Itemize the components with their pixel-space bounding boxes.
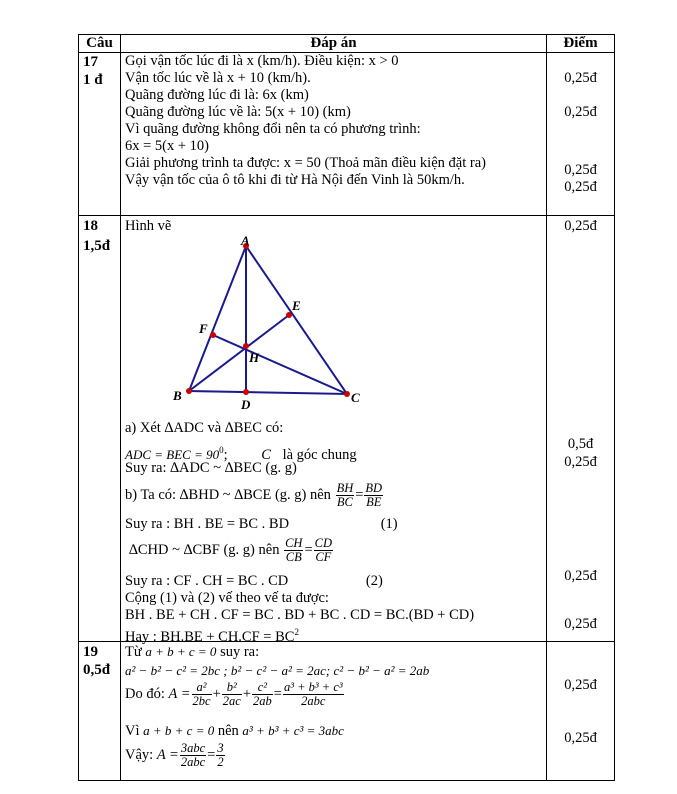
- frac-ch-cb: $\frac{CH}{CB}$: [285, 536, 303, 564]
- q17-line: Quãng đường lúc về là: 5(x + 10) (km): [125, 104, 351, 120]
- common-angle: C: [261, 446, 271, 463]
- q17-line: Quãng đường lúc đi là: 6x (km): [125, 87, 309, 103]
- frac-cubes-2abc: $\frac{\text{a³ + b³ + c³}}{\text{2abc}}$: [283, 680, 343, 708]
- part-a-result: Suy ra: ∆ADC ~ ∆BEC (g. g): [125, 460, 297, 476]
- question-18-answer: [121, 216, 547, 645]
- question-17-total: 1 đ: [83, 72, 103, 88]
- tag-1: (1): [380, 516, 398, 532]
- question-18-total: 1,5đ: [83, 238, 111, 254]
- part-a-line1: a) Xét ∆ADC và ∆BEC có:: [125, 420, 284, 436]
- header-question: Câu: [79, 35, 121, 53]
- label-a: A: [241, 233, 250, 248]
- row-question-19: [79, 642, 615, 781]
- row-question-18: [79, 216, 615, 642]
- q17-line: Vậy vận tốc của ô tô khi đi từ Hà Nội đến Vinh là 50km/h.: [125, 172, 465, 188]
- question-19-id: [79, 642, 121, 781]
- label-e: E: [292, 298, 301, 313]
- q19-line1: Từ a + b + c = 0 suy ra:: [125, 644, 260, 660]
- q17-line: Vì quãng đường không đổi nên ta có phương trình:: [125, 121, 421, 137]
- triangle-figure: [125, 233, 360, 420]
- row-question-17: [79, 53, 615, 216]
- frac-bh-bc: $\frac{BH}{BC}$: [336, 481, 354, 509]
- part-b-prefix: b) Ta có: ∆BHD ~ ∆BCE (g. g) nên: [125, 486, 331, 503]
- question-19-points: [547, 642, 615, 781]
- angles-eq: ADC = BEC = 90: [125, 446, 220, 462]
- part-a-angles: [125, 441, 546, 463]
- header-points: Điểm: [547, 35, 615, 53]
- frac-3abc-2abc: $\frac{\text{3abc}}{\text{2abc}}$: [180, 741, 206, 769]
- final-exp: 2: [294, 627, 299, 637]
- label-d: D: [241, 397, 251, 412]
- frac-a2-2bc: $\frac{\text{a²}}{2bc}$: [192, 680, 211, 708]
- tag-2: (2): [365, 573, 383, 589]
- figure-title: Hình vẽ: [125, 218, 172, 234]
- q19-vi: Vì a + b + c = 0 nên a³ + b³ + c³ = 3abc: [125, 723, 344, 739]
- question-17-points: [547, 53, 615, 216]
- question-19-number: 19: [83, 644, 98, 660]
- question-18-id: [79, 216, 121, 642]
- question-17-id: [79, 53, 121, 216]
- q17-mark: 0,25đ: [564, 179, 597, 195]
- point-b: [186, 388, 192, 394]
- degree-exp: 0: [219, 445, 224, 455]
- q19-identities: a² − b² − c² = 2bc ; b² − c² − a² = 2ac; c² − b² − a² = 2ab: [125, 663, 430, 678]
- label-c: C: [351, 390, 360, 405]
- part-b-sum-eq: BH . BE + CH . CF = BC . BD + BC . CD = BC.(BD + CD): [125, 607, 475, 623]
- header-row: [79, 35, 615, 53]
- q17-mark: 0,25đ: [564, 162, 597, 178]
- label-b: B: [173, 388, 182, 403]
- frac-c2-2ab: $\frac{\text{c²}}{2ab}$: [253, 680, 272, 708]
- question-19-answer: [121, 642, 547, 781]
- q18-mark: 0,5đ: [567, 436, 594, 452]
- question-18-number: 18: [83, 218, 98, 234]
- q19-mark: 0,25đ: [564, 730, 597, 746]
- part-b-sum: Cộng (1) và (2) vế theo vế ta được:: [125, 590, 329, 606]
- label-h: H: [249, 350, 260, 365]
- q17-line: Giải phương trình ta được: x = 50 (Thoả mãn điều kiện đặt ra): [125, 155, 486, 171]
- part-b-line2: ∆CHD ~ ∆CBF (g. g) nên $\frac{CH}{CB}$ = $\frac{CD}{CF}$: [129, 536, 333, 564]
- question-18-points: [547, 216, 615, 642]
- point-d: [243, 389, 249, 395]
- question-17-number: 17: [83, 54, 98, 70]
- point-h: [243, 343, 249, 349]
- q17-mark: 0,25đ: [564, 104, 597, 120]
- q17-line: Vận tốc lúc về là x + 10 (km/h).: [125, 70, 311, 86]
- part-b-result1: Suy ra : BH . BE = BC . BD (1): [125, 516, 398, 532]
- q18-mark: 0,25đ: [564, 616, 597, 632]
- point-f: [210, 332, 216, 338]
- part-b-final: Hay : $BH.BE + CH.CF = BC^2$: [125, 627, 299, 645]
- question-17-answer: [121, 53, 547, 216]
- q18-mark: 0,25đ: [564, 568, 597, 584]
- q19-vay: Vậy: A = $\frac{\text{3abc}}{\text{2abc}}$ = $\frac{3}{2}$: [125, 741, 224, 769]
- angles-sep: ;: [223, 446, 228, 463]
- answer-table: [78, 34, 615, 781]
- frac-bd-be: $\frac{BD}{BE}$: [365, 481, 383, 509]
- common-text: là góc chung: [282, 446, 357, 463]
- label-f: F: [199, 321, 208, 336]
- frac-b2-2ac: $\frac{\text{b²}}{2ac}$: [222, 680, 241, 708]
- point-c: [344, 391, 350, 397]
- q17-mark: 0,25đ: [564, 70, 597, 86]
- q19-do-do: Do đó: A = $\frac{\text{a²}}{2bc}$ + $\frac{\text{b²}}{2ac}$ + $\frac{\text{c²}}{2ab}$ = $\frac{\text{a³ + b³ + c³}}{\text{2abc}}$: [125, 680, 343, 708]
- q17-line: Gọi vận tốc lúc đi là x (km/h). Điều kiện: x > 0: [125, 53, 399, 69]
- question-19-total: 0,5đ: [83, 662, 111, 678]
- q19-mark: 0,25đ: [564, 677, 597, 693]
- q18-mark: 0,25đ: [564, 218, 597, 234]
- header-answer: Đáp án: [121, 35, 547, 53]
- q18-mark: 0,25đ: [564, 454, 597, 470]
- frac-3-2: $\frac{3}{2}$: [217, 741, 224, 769]
- q17-line: 6x = 5(x + 10): [125, 138, 210, 154]
- frac-cd-cf: $\frac{CD}{CF}$: [314, 536, 333, 564]
- part-b-line2-prefix: ∆CHD ~ ∆CBF (g. g) nên: [129, 541, 280, 558]
- part-b-line1: b) Ta có: ∆BHD ~ ∆BCE (g. g) nên $\frac{BH}{BC}$ = $\frac{BD}{BE}$: [125, 481, 383, 509]
- part-b-result2: Suy ra : CF . CH = BC . CD (2): [125, 573, 383, 589]
